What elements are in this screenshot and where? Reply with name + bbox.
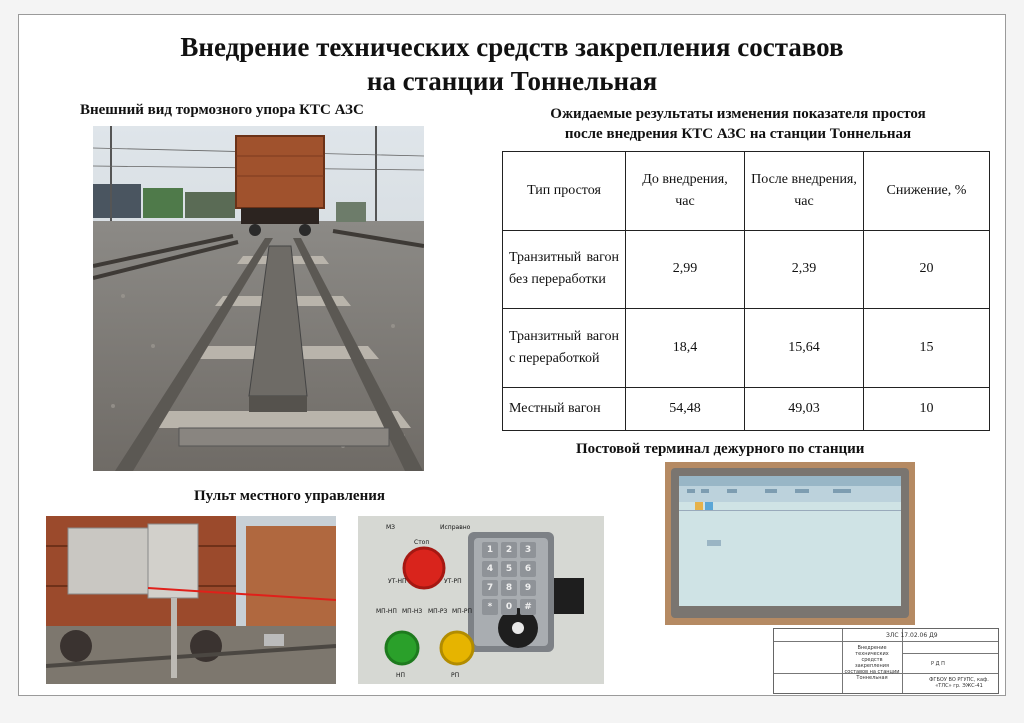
cell-before: 2,99 — [626, 230, 745, 309]
control-panel-site-photo — [46, 516, 336, 684]
caption-terminal: Постовой терминал дежурного по станции — [576, 441, 865, 457]
cell-before: 18,4 — [626, 309, 745, 388]
label-np: НП — [396, 672, 406, 679]
table-row — [503, 309, 990, 388]
cell-after: 2,39 — [745, 230, 864, 309]
terminal-photo — [665, 462, 915, 625]
cell-reduction: 20 — [864, 230, 990, 309]
title-block-org: ФГБОУ ВО РГУПС, каф. «ТЛС» гр. ЭЖС-41 — [929, 677, 989, 689]
header-reduction: Снижение, % — [864, 152, 990, 231]
table-row — [503, 230, 990, 309]
label-m1-rz: МП-РЗ — [428, 608, 448, 615]
cell-reduction: 10 — [864, 387, 990, 430]
keypad-key[interactable]: 7 — [482, 580, 498, 596]
keypad — [482, 542, 540, 615]
cell-reduction: 15 — [864, 309, 990, 388]
keypad-key[interactable]: 0 — [501, 599, 517, 615]
cell-after: 49,03 — [745, 387, 864, 430]
cell-type: Транзитный вагон с переработкой — [503, 309, 626, 388]
title-block — [773, 628, 999, 694]
cell-type: Транзитный вагон без переработки — [503, 230, 626, 309]
header-type: Тип простоя — [503, 152, 626, 231]
title-block-subject: Внедрение технических средств закрепления составов на станции Тоннельная — [844, 645, 900, 681]
cell-type: Местный вагон — [503, 387, 626, 430]
caption-control-panel: Пульт местного управления — [194, 488, 385, 504]
label-m1-nz: МП-НЗ — [402, 608, 423, 615]
label-ut-np: УТ-НП — [388, 578, 407, 585]
caption-stopper: Внешний вид тормозного упора КТС АЗС — [80, 102, 364, 118]
label-m1-rp: МП-РП — [452, 608, 472, 615]
cell-after: 15,64 — [745, 309, 864, 388]
keypad-key[interactable]: 1 — [482, 542, 498, 558]
keypad-key[interactable]: 9 — [520, 580, 536, 596]
keypad-key[interactable]: # — [520, 599, 536, 615]
caption-table-line-1: Ожидаемые результаты изменения показателя простоя — [550, 106, 926, 122]
label-ok: Исправно — [440, 524, 471, 531]
label-rp: РП — [451, 672, 460, 679]
stopper-photo — [93, 126, 424, 471]
keypad-key[interactable]: 3 — [520, 542, 536, 558]
label-stop: Стоп — [414, 539, 430, 546]
cell-before: 54,48 — [626, 387, 745, 430]
caption-table-line-2: после внедрения КТС АЗС на станции Тоннельная — [564, 126, 912, 142]
label-ut-rp: УТ-РП — [444, 578, 462, 585]
label-m1-np: МП-НП — [376, 608, 397, 615]
keypad-key[interactable]: 8 — [501, 580, 517, 596]
header-after: После внедрения, час — [745, 152, 864, 231]
keypad-key[interactable]: 2 — [501, 542, 517, 558]
keypad-key[interactable]: 6 — [520, 561, 536, 577]
title-block-code: ЗЛС 17.02.06 Д9 — [886, 632, 938, 639]
label-m1: МЗ — [386, 524, 396, 531]
control-panel-closeup — [358, 516, 604, 684]
title-line-2: на станции Тоннельная — [366, 66, 658, 96]
caption-table — [478, 104, 998, 144]
title-block-stage: Р Д П — [931, 661, 945, 667]
table-header-row — [503, 152, 990, 231]
keypad-key[interactable]: * — [482, 599, 498, 615]
results-table — [502, 151, 990, 431]
page-title — [40, 30, 984, 98]
table-row — [503, 387, 990, 430]
keypad-key[interactable]: 5 — [501, 561, 517, 577]
title-line-1: Внедрение технических средств закрепления составов — [180, 32, 844, 62]
keypad-key[interactable]: 4 — [482, 561, 498, 577]
header-before: До внедрения, час — [626, 152, 745, 231]
